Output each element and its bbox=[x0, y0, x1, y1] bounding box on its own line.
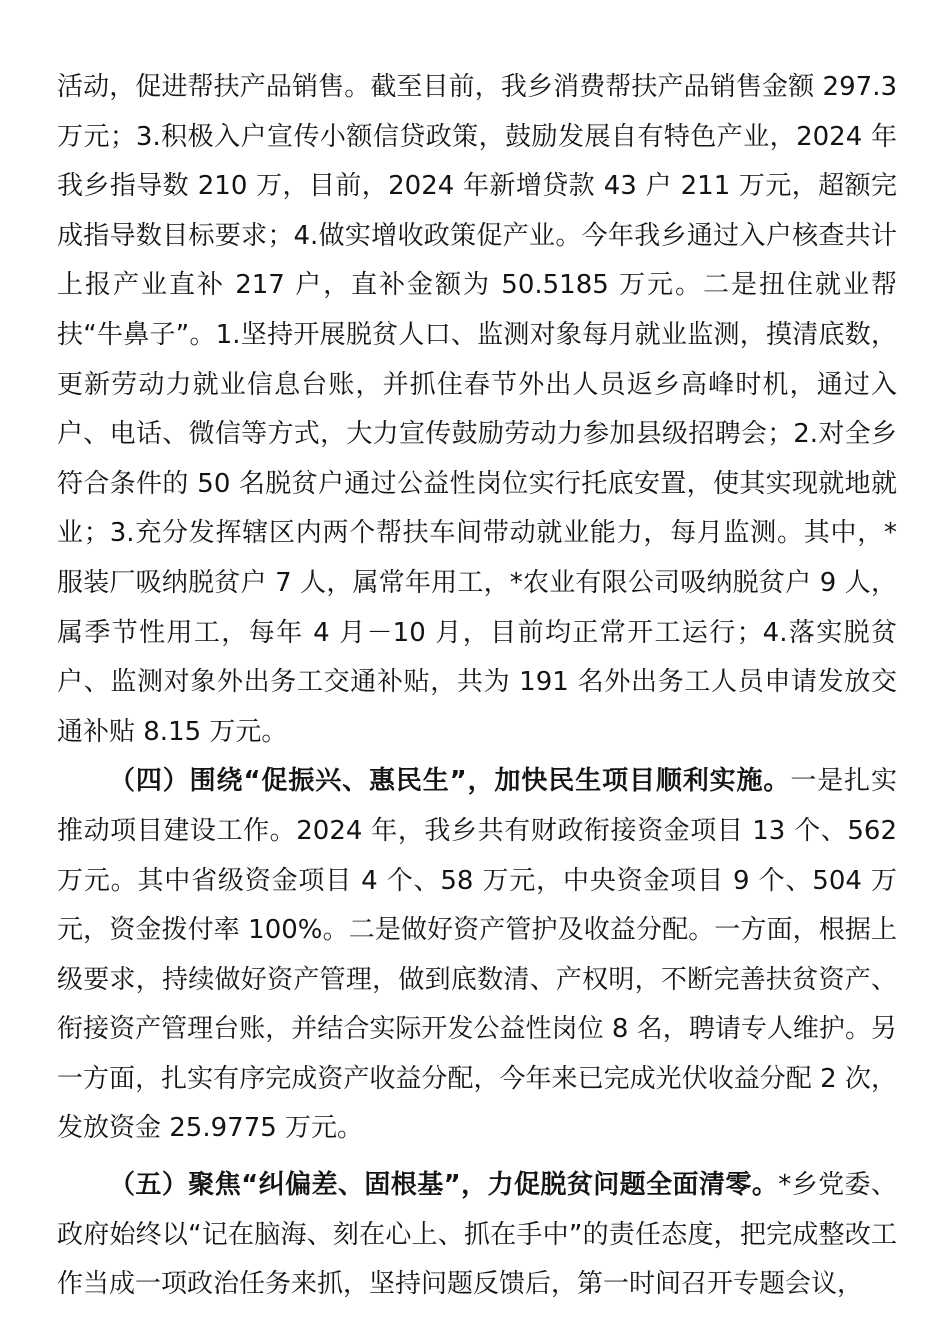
paragraph-2 bbox=[57, 757, 897, 1154]
paragraph-1 bbox=[57, 63, 897, 757]
section-4-heading: （四）围绕“促振兴、惠民生”，加快民生项目顺利实施。 bbox=[109, 766, 791, 797]
paragraph-3 bbox=[57, 1161, 897, 1310]
section-5-heading: （五）聚焦“纠偏差、固根基”，力促脱贫问题全面清零。 bbox=[109, 1170, 779, 1201]
paragraph-2-text: 一是扎实推动项目建设工作。2024 年，我乡共有财政衔接资金项目 13 个、562 万元。其中省级资金项目 4 个、58 万元，中央资金项目 9 个、504 万元，资金拨付率 100%。二是做好资产管护及收益分配。一方面，根据上级要求，持续做好资产管理，做到底数清、产权明，不断完善扶贫资产、衔接资产管理台账，并结合实际开发公益性岗位 8 名，聘请专人维护。另一方面，扎实有序完成资产收益分配，今年来已完成光伏收益分配 2 次，发放资金 25.9775 万元。 bbox=[57, 766, 897, 1144]
paragraph-1-text: 活动，促进帮扶产品销售。截至目前，我乡消费帮扶产品销售金额 297.3 万元；3.积极入户宣传小额信贷政策，鼓励发展自有特色产业，2024 年我乡指导数 210 万，目前，2024 年新增贷款 43 户 211 万元，超额完成指导数目标要求；4.做实增收政策促产业。今年我乡通过入户核查共计上报产业直补 217 户，直补金额为 50.5185 万元。二是扭住就业帮扶“牛鼻子”。1.坚持开展脱贫人口、监测对象每月就业监测，摸清底数，更新劳动力就业信息台账，并抓住春节外出人员返乡高峰时机，通过入户、电话、微信等方式，大力宣传鼓励劳动力参加县级招聘会；2.对全乡符合条件的 50 名脱贫户通过公益性岗位实行托底安置，使其实现就地就业；3.充分发挥辖区内两个帮扶车间带动就业能力，每月监测。其中，*服装厂吸纳脱贫户 7 人，属常年用工，*农业有限公司吸纳脱贫户 9 人，属季节性用工，每年 4 月－10 月，目前均正常开工运行；4.落实脱贫户、监测对象外出务工交通补贴，共为 191 名外出务工人员申请发放交通补贴 8.15 万元。 bbox=[57, 72, 897, 747]
document-page bbox=[57, 63, 897, 1310]
paragraph-3-text: *乡党委、政府始终以“记在脑海、刻在心上、抓在手中”的责任态度，把完成整改工作当成一项政治任务来抓，坚持问题反馈后，第一时间召开专题会议， bbox=[57, 1170, 897, 1300]
